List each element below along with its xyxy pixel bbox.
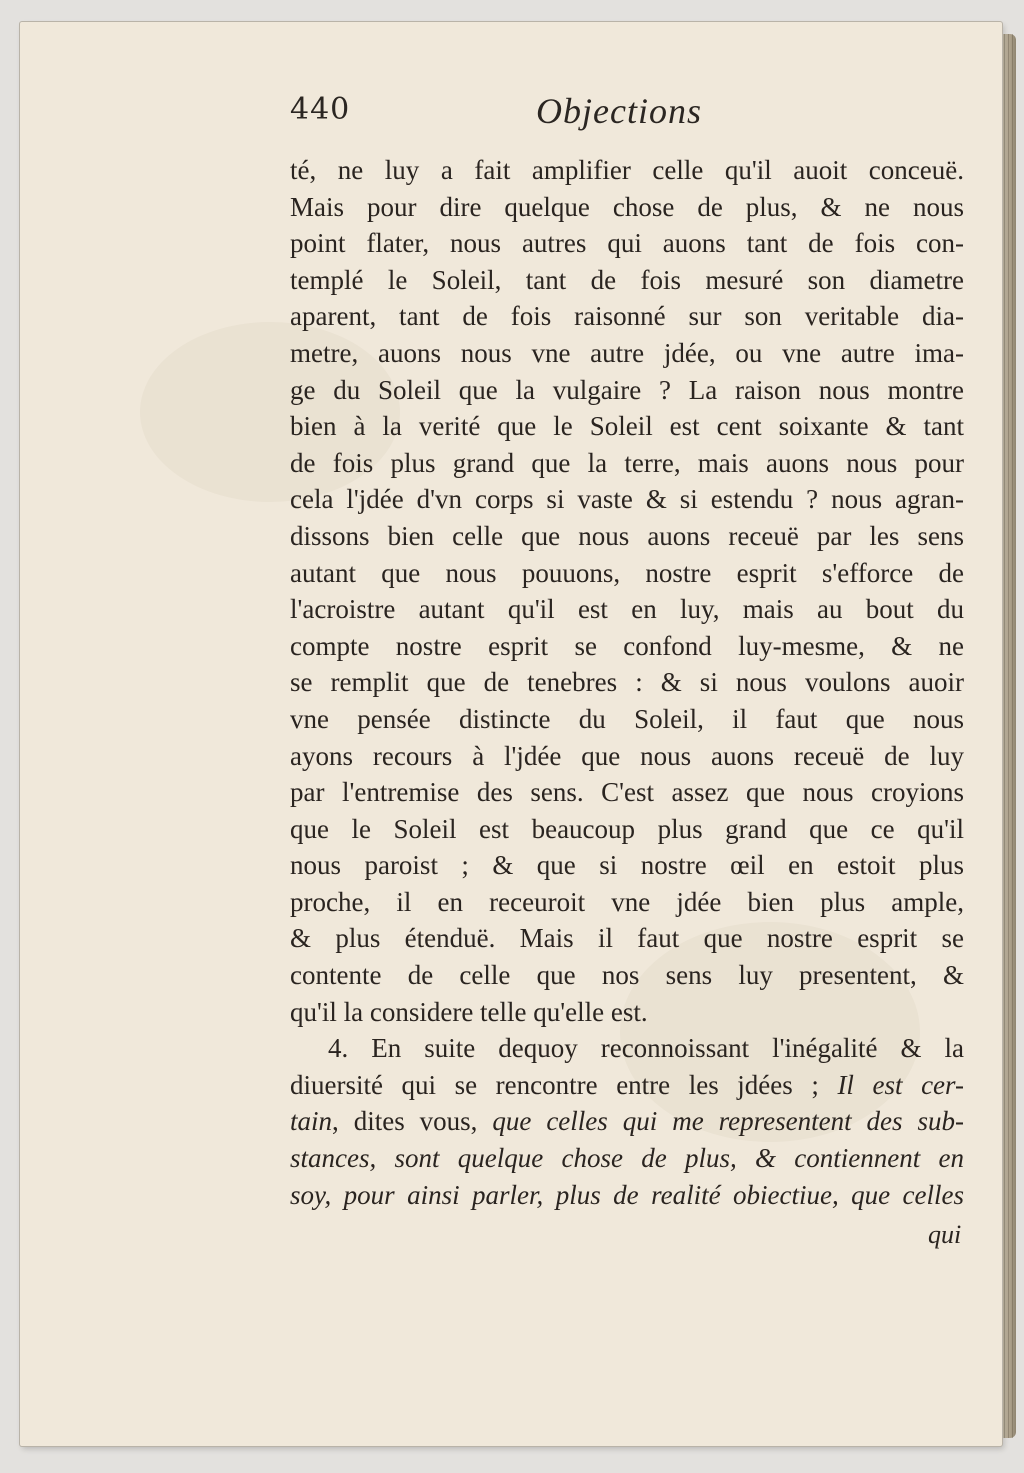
paragraph-4-line-4 [290, 1140, 964, 1177]
text-line: cela l'jdée d'vn corps si vaste & si estendu ? nous agran- [290, 484, 964, 515]
text-line: té, ne luy a fait amplifier celle qu'il auoit conceuë. [290, 155, 964, 185]
page-header [290, 92, 720, 138]
text-line: Mais pour dire quelque chose de plus, & ne nous [290, 191, 964, 222]
text-line: aparent, tant de fois raisonné sur son veritable dia- [290, 301, 964, 332]
text-line: ayons recours à l'jdée que nous auons receuë de luy [290, 740, 964, 771]
text-line: & plus étenduë. Mais il faut que nostre esprit se [290, 923, 964, 954]
text-line: metre, auons nous vne autre jdée, ou vne autre ima- [290, 337, 964, 368]
paragraph-4-line-3 [290, 1103, 964, 1140]
page-number: 440 [290, 92, 351, 127]
text-line: l'acroistre autant qu'il est en luy, mais au bout du [290, 594, 964, 625]
italic-run: Il est cer- [837, 1069, 964, 1100]
italic-run: que celles qui me representent des sub- [492, 1106, 964, 1137]
text-line: qu'il la considere telle qu'elle est. [290, 996, 648, 1027]
book-page-edge [1000, 34, 1016, 1438]
text-line: ge du Soleil que la vulgaire ? La raison nous montre [290, 374, 964, 405]
text-line: vne pensée distincte du Soleil, il faut que nous [290, 703, 964, 734]
roman-run: , dites vous, [332, 1106, 478, 1137]
paragraph-4-line-2 [290, 1067, 964, 1104]
text-line: proche, il en receuroit vne jdée bien plus ample, [290, 886, 964, 917]
catchword: qui [928, 1220, 962, 1249]
italic-run: stances, sont quelque chose de plus, & contiennent en [290, 1143, 964, 1174]
running-title: Objections [536, 91, 702, 131]
text-line: que le Soleil est beaucoup plus grand que ce qu'il [290, 813, 964, 844]
text-line: par l'entremise des sens. C'est assez que nous croyions [290, 777, 964, 808]
paragraph-4-line-5 [290, 1177, 964, 1214]
paragraph-4-line-1: 4. En suite dequoy reconnoissant l'inégalité & la [328, 1033, 964, 1064]
text-line: compte nostre esprit se confond luy-mesme, & ne [290, 630, 964, 661]
text-line: de fois plus grand que la terre, mais auons nous pour [290, 447, 964, 478]
italic-run: soy, pour ainsi parler, plus de realité obiectiue, que celles [290, 1179, 964, 1210]
roman-run: diuersité qui se rencontre entre les jdées ; [290, 1069, 819, 1100]
text-line: nous paroist ; & que si nostre œil en estoit plus [290, 850, 964, 881]
body-text [290, 152, 964, 1213]
text-line: templé le Soleil, tant de fois mesuré son diametre [290, 264, 964, 295]
text-line: dissons bien celle que nous auons receuë par les sens [290, 520, 964, 551]
text-line: contente de celle que nos sens luy presentent, & [290, 960, 964, 991]
italic-run: tain [290, 1106, 333, 1137]
text-line: bien à la verité que le Soleil est cent soixante & tant [290, 411, 964, 442]
text-line: point flater, nous autres qui auons tant de fois con- [290, 228, 964, 259]
text-line: autant que nous pouuons, nostre esprit s'efforce de [290, 557, 964, 588]
text-line: se remplit que de tenebres : & si nous voulons auoir [290, 667, 964, 698]
